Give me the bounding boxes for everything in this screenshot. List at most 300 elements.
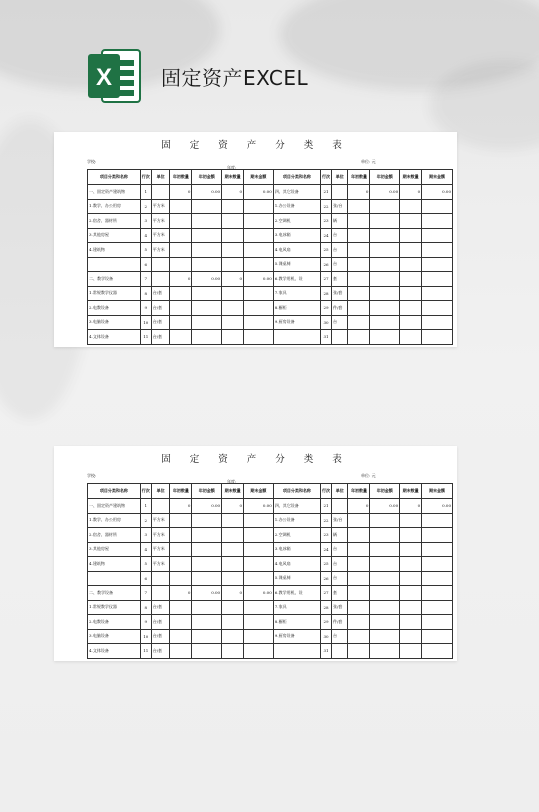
- table-row: [88, 330, 453, 345]
- table-cell: [222, 528, 244, 543]
- table-cell: [348, 600, 370, 615]
- table-cell: 2.电教设备: [88, 301, 141, 316]
- table-cell: 件/套: [332, 301, 348, 316]
- table-cell: [370, 542, 400, 557]
- table-cell: [400, 600, 422, 615]
- table-cell: 平方米: [151, 513, 170, 528]
- table-cell: [192, 615, 222, 630]
- table-cell: 台: [332, 571, 348, 586]
- table-cell: [348, 644, 370, 659]
- column-header: 期末金额: [422, 170, 453, 185]
- column-header: 期末数量: [222, 484, 244, 499]
- table-cell: [222, 257, 244, 272]
- table-cell: [370, 629, 400, 644]
- table-row: [88, 286, 453, 301]
- table-cell: 平方米: [151, 557, 170, 572]
- table-cell: 5: [140, 557, 151, 572]
- asset-table: [87, 169, 453, 345]
- table-cell: [348, 301, 370, 316]
- column-header: 期末金额: [422, 484, 453, 499]
- table-cell: 1.办公设备: [273, 513, 320, 528]
- table-cell: [422, 286, 453, 301]
- table-cell: 台/套: [151, 315, 170, 330]
- column-header: 项目分类和名称: [88, 170, 141, 185]
- sheet-title: 固 定 资 产 分 类 表: [161, 140, 350, 151]
- table-cell: [348, 615, 370, 630]
- table-cell: [370, 557, 400, 572]
- table-cell: [370, 243, 400, 258]
- table-cell: [422, 199, 453, 214]
- table-cell: 4.电风扇: [273, 243, 320, 258]
- table-cell: [222, 301, 244, 316]
- table-cell: 4: [140, 228, 151, 243]
- table-row: [88, 228, 453, 243]
- table-cell: [151, 571, 170, 586]
- table-cell: [170, 214, 192, 229]
- table-cell: 台: [332, 542, 348, 557]
- table-cell: [222, 600, 244, 615]
- table-cell: 台: [332, 257, 348, 272]
- table-cell: [400, 286, 422, 301]
- table-cell: 29: [321, 301, 332, 316]
- table-row: [88, 185, 453, 200]
- table-cell: 26: [321, 257, 332, 272]
- table-cell: [192, 228, 222, 243]
- table-cell: [400, 571, 422, 586]
- table-cell: 10: [140, 315, 151, 330]
- table-cell: [370, 586, 400, 601]
- table-cell: 5.课桌椅: [273, 571, 320, 586]
- school-label: 学校:: [87, 473, 97, 478]
- table-cell: 2: [140, 513, 151, 528]
- table-cell: [348, 228, 370, 243]
- table-cell: 0.00: [422, 499, 453, 514]
- table-cell: [170, 513, 192, 528]
- table-cell: [348, 513, 370, 528]
- table-cell: [370, 330, 400, 345]
- table-cell: 台/套: [151, 301, 170, 316]
- table-cell: 0.00: [192, 185, 222, 200]
- table-cell: 台: [332, 315, 348, 330]
- table-cell: [370, 571, 400, 586]
- table-cell: 2.空调机: [273, 528, 320, 543]
- table-cell: [273, 330, 320, 345]
- column-header: 项目分类和名称: [88, 484, 141, 499]
- table-cell: [244, 542, 274, 557]
- table-cell: [422, 513, 453, 528]
- table-cell: 3.电脑设备: [88, 629, 141, 644]
- table-cell: [400, 513, 422, 528]
- column-header: 期末数量: [400, 170, 422, 185]
- table-cell: [332, 185, 348, 200]
- table-cell: [222, 571, 244, 586]
- table-cell: [151, 185, 170, 200]
- table-cell: 0: [170, 586, 192, 601]
- table-row: [88, 644, 453, 659]
- table-cell: 10: [140, 629, 151, 644]
- column-header: 项目分类和名称: [273, 170, 320, 185]
- table-cell: [400, 542, 422, 557]
- table-cell: [348, 330, 370, 345]
- table-cell: [192, 330, 222, 345]
- column-header: 行次: [321, 484, 332, 499]
- table-cell: [422, 257, 453, 272]
- table-cell: 平方米: [151, 243, 170, 258]
- table-cell: [222, 228, 244, 243]
- table-cell: 4.文体设备: [88, 330, 141, 345]
- table-cell: 0.00: [370, 185, 400, 200]
- table-cell: 24: [321, 542, 332, 557]
- table-row: [88, 542, 453, 557]
- table-cell: 0: [222, 272, 244, 287]
- table-cell: 台: [332, 243, 348, 258]
- table-cell: 21: [321, 499, 332, 514]
- table-cell: 5: [140, 243, 151, 258]
- table-cell: 25: [321, 557, 332, 572]
- table-cell: [370, 301, 400, 316]
- table-cell: [170, 243, 192, 258]
- column-header: 期末数量: [400, 484, 422, 499]
- table-cell: 0: [222, 499, 244, 514]
- table-cell: 2.宿舍、器材所: [88, 528, 141, 543]
- column-header: 项目分类和名称: [273, 484, 320, 499]
- table-cell: [244, 615, 274, 630]
- column-header: 期末金额: [244, 170, 274, 185]
- table-cell: [422, 571, 453, 586]
- table-cell: 2.电教设备: [88, 615, 141, 630]
- sheet-title: 固 定 资 产 分 类 表: [161, 454, 350, 465]
- table-cell: 9.厨房设备: [273, 629, 320, 644]
- table-cell: [422, 644, 453, 659]
- table-cell: 张/套: [332, 600, 348, 615]
- table-cell: [348, 257, 370, 272]
- table-cell: [192, 513, 222, 528]
- table-cell: 辆: [332, 214, 348, 229]
- table-row: [88, 629, 453, 644]
- table-cell: [370, 600, 400, 615]
- table-cell: [244, 315, 274, 330]
- excel-logo-icon: [86, 48, 142, 104]
- table-row: [88, 571, 453, 586]
- table-cell: [151, 586, 170, 601]
- table-cell: 6: [140, 257, 151, 272]
- table-cell: [400, 557, 422, 572]
- column-header: 年初数量: [348, 484, 370, 499]
- table-cell: 台: [332, 629, 348, 644]
- table-cell: 平方米: [151, 228, 170, 243]
- table-cell: 平方米: [151, 214, 170, 229]
- table-cell: 7.家具: [273, 600, 320, 615]
- table-cell: [192, 286, 222, 301]
- year-label: 年度:: [227, 165, 237, 170]
- table-cell: [370, 315, 400, 330]
- year-label: 年度:: [227, 479, 237, 484]
- table-cell: [422, 228, 453, 243]
- table-cell: [151, 272, 170, 287]
- table-cell: 22: [321, 199, 332, 214]
- table-row: [88, 528, 453, 543]
- table-cell: 张/台: [332, 513, 348, 528]
- table-cell: [244, 257, 274, 272]
- table-cell: 27: [321, 586, 332, 601]
- table-cell: 3.其他房屋: [88, 542, 141, 557]
- table-cell: [192, 528, 222, 543]
- table-cell: [422, 330, 453, 345]
- table-cell: [192, 557, 222, 572]
- table-cell: [170, 286, 192, 301]
- table-cell: [422, 301, 453, 316]
- table-cell: 0: [170, 272, 192, 287]
- table-cell: 0: [170, 499, 192, 514]
- school-label: 学校:: [87, 159, 97, 164]
- table-cell: [244, 600, 274, 615]
- table-cell: 11: [140, 330, 151, 345]
- table-cell: 21: [321, 185, 332, 200]
- table-header-row: [88, 484, 453, 499]
- table-cell: 7: [140, 586, 151, 601]
- table-cell: 4: [140, 542, 151, 557]
- table-cell: 1.常规教学仪器: [88, 286, 141, 301]
- table-row: [88, 214, 453, 229]
- table-cell: [192, 629, 222, 644]
- table-cell: [400, 615, 422, 630]
- table-cell: 31: [321, 330, 332, 345]
- table-cell: 四、其它设备: [273, 185, 320, 200]
- table-cell: [170, 257, 192, 272]
- table-cell: [170, 330, 192, 345]
- logo-letter: X: [95, 64, 113, 91]
- table-cell: [348, 272, 370, 287]
- table-cell: 8.橱柜: [273, 615, 320, 630]
- table-cell: [370, 513, 400, 528]
- table-cell: 7: [140, 272, 151, 287]
- table-cell: 台: [332, 557, 348, 572]
- table-cell: [422, 243, 453, 258]
- table-cell: 26: [321, 571, 332, 586]
- table-cell: [400, 629, 422, 644]
- table-cell: 0: [170, 185, 192, 200]
- table-row: [88, 615, 453, 630]
- table-cell: [348, 214, 370, 229]
- table-cell: 1: [140, 185, 151, 200]
- table-cell: [348, 629, 370, 644]
- table-cell: [192, 243, 222, 258]
- table-row: [88, 301, 453, 316]
- table-cell: [170, 644, 192, 659]
- table-cell: [222, 214, 244, 229]
- table-cell: [244, 644, 274, 659]
- table-row: [88, 513, 453, 528]
- column-header: 期末数量: [222, 170, 244, 185]
- table-cell: 8.橱柜: [273, 301, 320, 316]
- table-cell: 一、固定资产建筑物: [88, 185, 141, 200]
- table-cell: 3: [140, 528, 151, 543]
- table-row: [88, 257, 453, 272]
- table-cell: 套: [332, 272, 348, 287]
- column-header: 单位: [151, 484, 170, 499]
- table-cell: 2.宿舍、器材所: [88, 214, 141, 229]
- table-cell: [370, 228, 400, 243]
- table-cell: 一、固定资产建筑物: [88, 499, 141, 514]
- table-cell: [348, 557, 370, 572]
- column-header: 单位: [332, 170, 348, 185]
- table-cell: [422, 586, 453, 601]
- table-cell: [370, 272, 400, 287]
- table-row: [88, 499, 453, 514]
- table-cell: [244, 214, 274, 229]
- table-cell: 23: [321, 214, 332, 229]
- table-cell: 4.电风扇: [273, 557, 320, 572]
- table-cell: 件/套: [332, 615, 348, 630]
- table-cell: [222, 644, 244, 659]
- table-cell: 台/套: [151, 615, 170, 630]
- table-cell: 4.建筑物: [88, 557, 141, 572]
- column-header: 年初数量: [170, 484, 192, 499]
- table-cell: [332, 644, 348, 659]
- table-cell: 8: [140, 286, 151, 301]
- table-cell: [370, 199, 400, 214]
- table-row: [88, 315, 453, 330]
- table-cell: 张/套: [332, 286, 348, 301]
- table-cell: [400, 199, 422, 214]
- table-cell: 1.教学、办公用房: [88, 199, 141, 214]
- table-cell: 11: [140, 644, 151, 659]
- table-cell: [192, 301, 222, 316]
- table-cell: 0: [348, 499, 370, 514]
- table-cell: [422, 315, 453, 330]
- table-row: [88, 557, 453, 572]
- table-cell: 28: [321, 286, 332, 301]
- table-cell: [244, 301, 274, 316]
- table-cell: [348, 528, 370, 543]
- table-cell: [151, 257, 170, 272]
- table-cell: 1.教学、办公用房: [88, 513, 141, 528]
- table-cell: [170, 542, 192, 557]
- table-cell: 0.00: [370, 499, 400, 514]
- table-cell: [192, 257, 222, 272]
- table-cell: [244, 528, 274, 543]
- table-cell: 二、教学设备: [88, 272, 141, 287]
- table-cell: 4.文体设备: [88, 644, 141, 659]
- table-cell: 6.教学用机、设: [273, 272, 320, 287]
- table-cell: 9: [140, 301, 151, 316]
- table-cell: [88, 571, 141, 586]
- table-cell: 平方米: [151, 542, 170, 557]
- table-cell: [400, 586, 422, 601]
- table-cell: [170, 571, 192, 586]
- table-cell: 平方米: [151, 199, 170, 214]
- column-header: 行次: [321, 170, 332, 185]
- table-cell: [348, 586, 370, 601]
- unit-label: 单位: 元: [361, 159, 376, 164]
- table-cell: [222, 330, 244, 345]
- column-header: 行次: [140, 484, 151, 499]
- table-cell: [370, 214, 400, 229]
- table-cell: 0.00: [192, 586, 222, 601]
- table-cell: [192, 644, 222, 659]
- table-cell: [400, 272, 422, 287]
- table-cell: 台/套: [151, 644, 170, 659]
- table-cell: 31: [321, 644, 332, 659]
- table-cell: [244, 243, 274, 258]
- table-cell: [192, 214, 222, 229]
- table-cell: 0: [400, 185, 422, 200]
- table-cell: [170, 600, 192, 615]
- table-cell: [348, 286, 370, 301]
- table-cell: 二、教学设备: [88, 586, 141, 601]
- column-header: 单位: [332, 484, 348, 499]
- table-cell: 6: [140, 571, 151, 586]
- table-cell: [244, 571, 274, 586]
- page-title: 固定资产EXCEL: [161, 66, 309, 90]
- column-header: 年初金额: [192, 170, 222, 185]
- table-cell: 台/套: [151, 286, 170, 301]
- table-cell: 3.电脑设备: [88, 315, 141, 330]
- table-cell: [170, 301, 192, 316]
- table-cell: [192, 571, 222, 586]
- column-header: 行次: [140, 170, 151, 185]
- table-cell: [400, 228, 422, 243]
- table-cell: 四、其它设备: [273, 499, 320, 514]
- table-cell: 0.00: [244, 272, 274, 287]
- table-cell: 22: [321, 513, 332, 528]
- table-cell: [88, 257, 141, 272]
- table-cell: [222, 615, 244, 630]
- table-cell: 3.电冰箱: [273, 228, 320, 243]
- table-cell: [400, 257, 422, 272]
- table-cell: 套: [332, 586, 348, 601]
- table-cell: 0.00: [192, 499, 222, 514]
- table-cell: [400, 330, 422, 345]
- table-cell: [332, 499, 348, 514]
- table-cell: [332, 330, 348, 345]
- table-header-row: [88, 170, 453, 185]
- table-cell: 0: [348, 185, 370, 200]
- table-row: [88, 586, 453, 601]
- table-cell: [222, 557, 244, 572]
- table-cell: [273, 644, 320, 659]
- table-cell: 辆: [332, 528, 348, 543]
- table-cell: [422, 600, 453, 615]
- table-cell: [222, 243, 244, 258]
- table-cell: [370, 528, 400, 543]
- asset-table: [87, 483, 453, 659]
- table-cell: [192, 315, 222, 330]
- table-cell: 1.办公设备: [273, 199, 320, 214]
- table-cell: 27: [321, 272, 332, 287]
- table-cell: [192, 600, 222, 615]
- table-row: [88, 243, 453, 258]
- table-cell: 1.常规教学仪器: [88, 600, 141, 615]
- table-cell: 2: [140, 199, 151, 214]
- table-cell: [170, 199, 192, 214]
- table-cell: 0: [222, 185, 244, 200]
- table-cell: 台/套: [151, 629, 170, 644]
- table-cell: [222, 199, 244, 214]
- table-cell: [244, 557, 274, 572]
- table-row: [88, 272, 453, 287]
- table-cell: 29: [321, 615, 332, 630]
- table-cell: [422, 214, 453, 229]
- table-cell: 台/套: [151, 330, 170, 345]
- table-cell: 0: [400, 499, 422, 514]
- table-cell: 0.00: [244, 185, 274, 200]
- table-cell: 台: [332, 228, 348, 243]
- unit-label: 单位: 元: [361, 473, 376, 478]
- table-cell: 4.建筑物: [88, 243, 141, 258]
- table-cell: [422, 528, 453, 543]
- table-cell: 8: [140, 600, 151, 615]
